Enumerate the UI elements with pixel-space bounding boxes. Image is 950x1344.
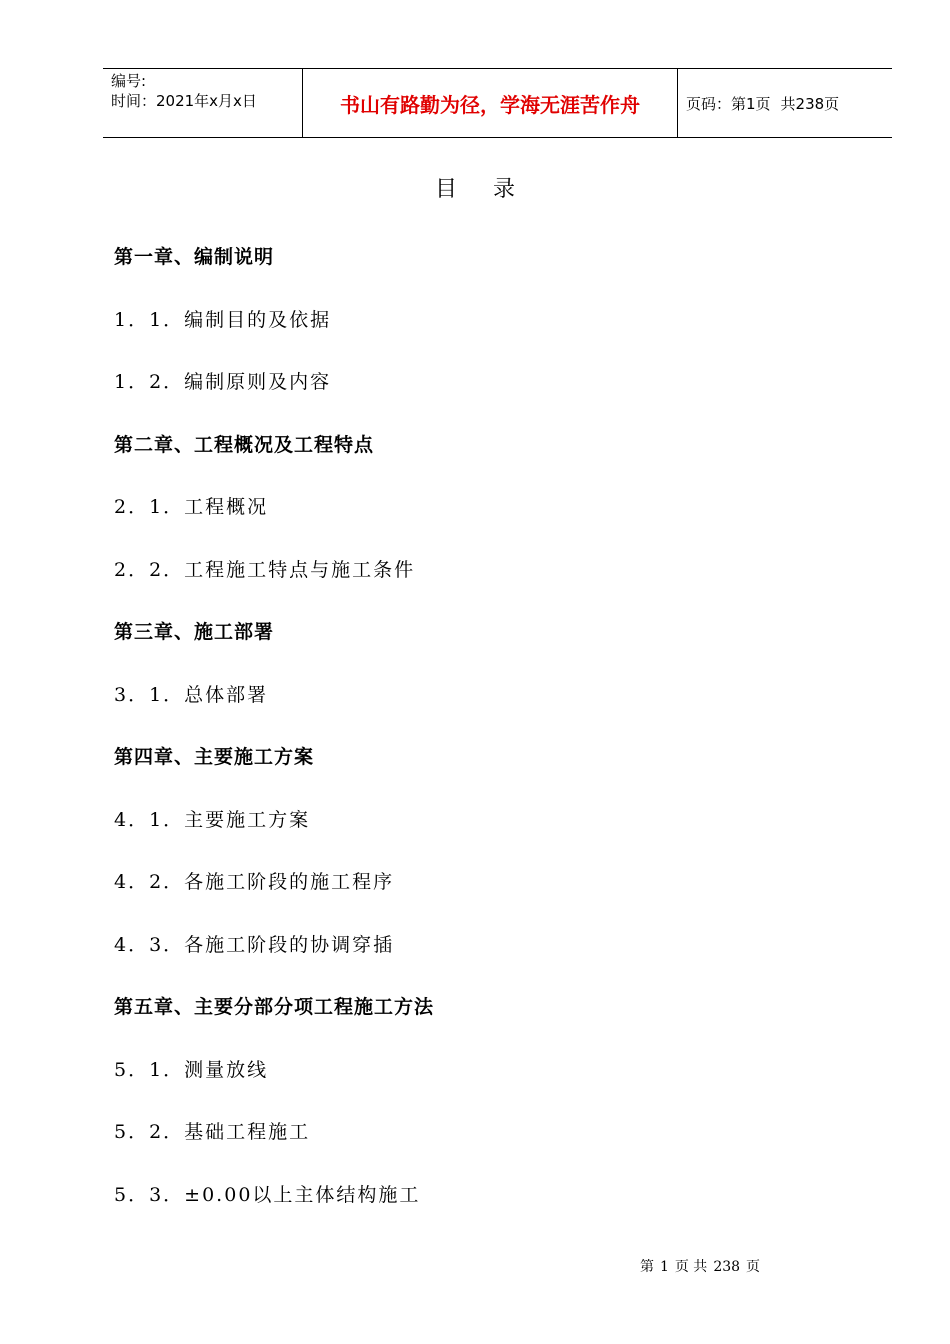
- toc-entry[interactable]: 第三章、施工部署: [114, 621, 275, 643]
- toc-entry[interactable]: 第一章、编制说明: [114, 246, 275, 268]
- number-label: 编号:: [111, 72, 147, 90]
- page-header: [103, 68, 892, 138]
- header-meta: [103, 69, 303, 137]
- toc-entry[interactable]: 4．3．各施工阶段的协调穿插: [114, 933, 395, 956]
- footer-page-number: 1: [659, 1259, 669, 1275]
- toc-entry[interactable]: 4．1．主要施工方案: [114, 808, 311, 831]
- toc-entry[interactable]: 5．1．测量放线: [114, 1058, 269, 1081]
- total-label: 共238页: [780, 94, 840, 113]
- page-label: 页码：第1页: [686, 94, 771, 113]
- toc-entry[interactable]: 3．1．总体部署: [114, 683, 269, 706]
- toc-entry[interactable]: 1．2．编制原则及内容: [114, 371, 332, 393]
- header-motto: 书山有路勤为径，学海无涯苦作舟: [303, 69, 678, 137]
- toc-entry[interactable]: 1．1．编制目的及依据: [114, 308, 332, 331]
- toc-entry[interactable]: 5．2．基础工程施工: [114, 1121, 311, 1143]
- toc-entry[interactable]: 第四章、主要施工方案: [114, 746, 315, 768]
- toc-entry[interactable]: 5．3．±0.00以上主体结构施工: [114, 1183, 421, 1206]
- toc-entry[interactable]: 2．1．工程概况: [114, 496, 269, 518]
- toc-entry[interactable]: 4．2．各施工阶段的施工程序: [114, 871, 395, 893]
- header-page-info: [678, 69, 892, 137]
- footer-prefix: 第: [639, 1259, 654, 1275]
- table-of-contents: [114, 240, 874, 1240]
- toc-entry[interactable]: 第五章、主要分部分项工程施工方法: [114, 996, 435, 1018]
- time-label: 时间：2021年x月x日: [111, 92, 257, 110]
- footer-middle: 页 共: [674, 1259, 708, 1275]
- toc-entry[interactable]: 第二章、工程概况及工程特点: [114, 433, 375, 456]
- page-footer: [0, 1256, 950, 1276]
- footer-suffix: 页: [746, 1259, 761, 1275]
- footer-total: 238: [713, 1259, 741, 1275]
- toc-entry[interactable]: 2．2．工程施工特点与施工条件: [114, 558, 416, 581]
- toc-title: 目录: [434, 177, 551, 202]
